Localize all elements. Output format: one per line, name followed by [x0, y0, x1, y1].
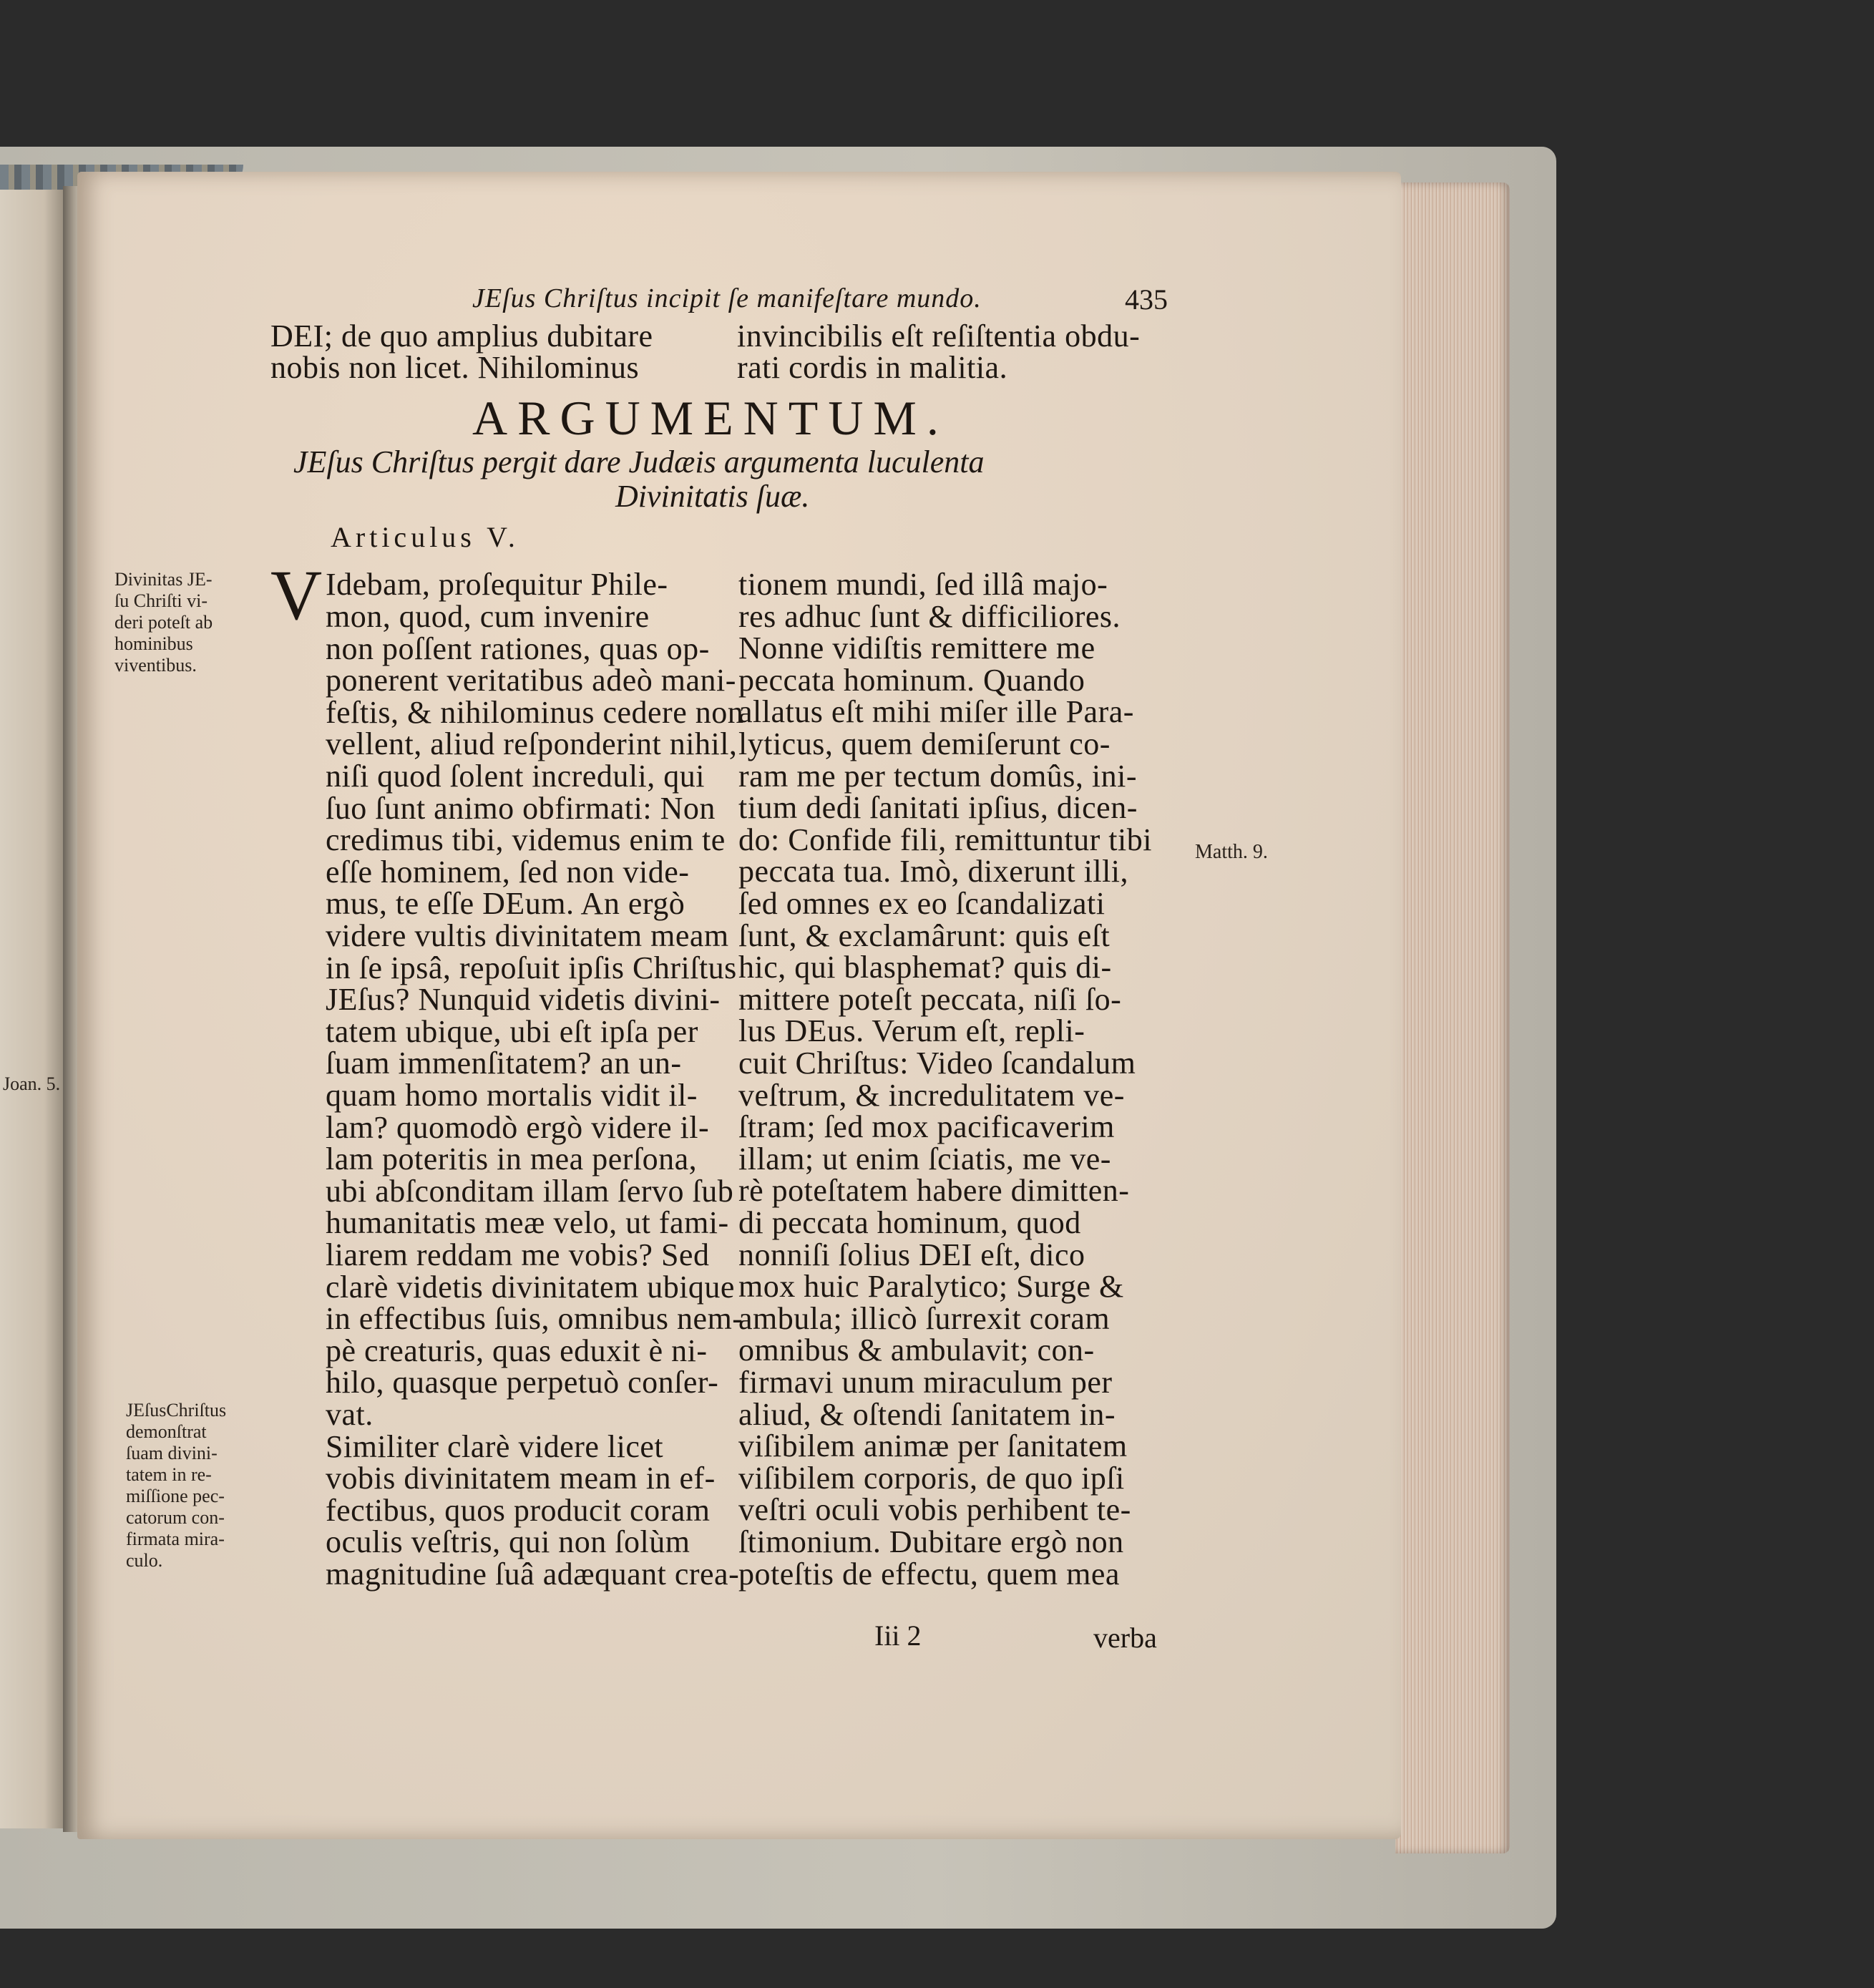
text-line: tium dedi ſanitati ipſius, dicen-: [738, 790, 1138, 826]
text-line: viſibilem corporis, de quo ipſi: [738, 1460, 1125, 1496]
text-line: do: Confide fili, remittuntur tibi: [738, 822, 1152, 857]
text-line: Idebam, proſequitur Phile-: [326, 567, 668, 602]
text-line: ſuo ſunt animo obfirmati: Non: [326, 790, 716, 826]
text-line: oculis veſtris, qui non ſolùm: [326, 1524, 690, 1560]
margin-note-line: JEſusChriſtus: [126, 1400, 227, 1421]
text-line: lyticus, quem demiſerunt co-: [738, 726, 1111, 761]
text-line: rè poteſtatem habere dimitten-: [738, 1173, 1130, 1209]
text-line: ſed omnes ex eo ſcandalizati: [738, 886, 1106, 921]
article-title: Articulus V.: [331, 521, 519, 553]
text-line: clarè videtis divinitatem ubique: [326, 1269, 735, 1305]
text-line: invincibilis eſt reſiſtentia obdu-: [737, 318, 1141, 354]
text-line: JEſus? Nunquid videtis divini-: [326, 982, 721, 1018]
text-line: res adhuc ſunt & difficiliores.: [738, 598, 1121, 634]
text-line: niſi quod ſolent increduli, qui: [326, 759, 705, 794]
margin-note-line: Divinitas JE-: [114, 569, 213, 590]
text-line: tatem ubique, ubi eſt ipſa per: [326, 1013, 698, 1049]
text-line: veſtrum, & incredulitatem ve-: [738, 1077, 1125, 1113]
drop-cap: V: [270, 555, 323, 635]
text-line: nobis non licet. Nihilominus: [270, 350, 640, 385]
text-line: lam? quomodò ergò videre il-: [326, 1109, 710, 1145]
text-line: hilo, quasque perpetuò conſer-: [326, 1365, 719, 1400]
section-heading: ARGUMENTUM.: [472, 391, 949, 445]
margin-note-line: hominibus: [114, 633, 193, 654]
margin-note-line: deri poteſt ab: [114, 612, 213, 633]
text-line: non poſſent rationes, quas op-: [326, 630, 710, 666]
text-line: eſſe hominem, ſed non vide-: [326, 854, 690, 890]
text-line: credimus tibi, videmus enim te: [326, 822, 726, 858]
text-line: fectibus, quos producit coram: [326, 1492, 711, 1528]
facing-page-edge: [0, 190, 63, 1828]
margin-note-line: firmata mira-: [126, 1529, 225, 1549]
text-line: mon, quod, cum invenire: [326, 599, 650, 634]
text-line: nonniſi ſolius DEI eſt, dico: [738, 1237, 1085, 1272]
text-line: aliud, & oſtendi ſanitatem in-: [738, 1396, 1116, 1432]
text-line: peccata hominum. Quando: [738, 662, 1085, 698]
text-line: lus DEus. Verum eſt, repli-: [738, 1013, 1085, 1049]
signature-mark: Iii 2: [874, 1619, 922, 1652]
text-line: humanitatis meæ velo, ut fami-: [326, 1205, 729, 1241]
text-line: tionem mundi, ſed illâ majo-: [738, 567, 1108, 602]
margin-note-line: miſſione pec-: [126, 1486, 225, 1506]
text-line: mus, te eſſe DEum. An ergò: [326, 886, 685, 922]
margin-note-line: culo.: [126, 1550, 163, 1571]
text-line: ponerent veritatibus adeò mani-: [326, 663, 736, 698]
page-block-edge: [1395, 182, 1510, 1853]
argument-line: JEſus Chriſtus pergit dare Judæis argumenta luculenta: [293, 444, 985, 479]
facing-page-margin-note: Joan. 5.: [3, 1073, 61, 1094]
text-line: rati cordis in malitia.: [737, 350, 1008, 385]
text-line: vobis divinitatem meam in ef-: [326, 1461, 716, 1496]
text-line: quam homo mortalis vidit il-: [326, 1078, 698, 1113]
text-line: ambula; illicò ſurrexit coram: [738, 1300, 1111, 1336]
margin-note-line: demonſtrat: [126, 1421, 207, 1442]
text-line: DEI; de quo amplius dubitare: [270, 318, 653, 354]
text-line: ſuam immenſitatem? an un-: [326, 1046, 682, 1081]
text-line: Nonne vidiſtis remittere me: [738, 630, 1095, 666]
text-line: in effectibus ſuis, omnibus nem-: [326, 1301, 743, 1337]
text-line: veſtri oculi vobis perhibent te-: [738, 1492, 1131, 1528]
text-line: illam; ut enim ſciatis, me ve-: [738, 1141, 1111, 1176]
argument-line: Divinitatis ſuæ.: [615, 479, 810, 514]
text-line: Similiter clarè videre licet: [326, 1428, 664, 1464]
text-line: cuit Chriſtus: Video ſcandalum: [738, 1046, 1136, 1081]
text-line: poteſtis de effectu, quem mea: [738, 1556, 1120, 1592]
text-line: liarem reddam me vobis? Sed: [326, 1237, 710, 1272]
margin-note-line: ſuam divini-: [126, 1443, 218, 1463]
margin-note-line: viventibus.: [114, 655, 197, 676]
running-title: JEſus Chriſtus incipit ſe manifeſtare mundo.: [472, 283, 982, 313]
text-line: mittere poteſt peccata, niſi ſo-: [738, 981, 1122, 1017]
text-line: ſtram; ſed mox pacificaverim: [738, 1109, 1115, 1145]
text-line: feſtis, & nihilominus cedere non: [326, 694, 744, 730]
margin-note-line: tatem in re-: [126, 1464, 212, 1485]
text-line: firmavi unum miraculum per: [738, 1365, 1113, 1400]
text-line: lam poteritis in mea perſona,: [326, 1141, 698, 1177]
margin-note-line: catorum con-: [126, 1507, 225, 1528]
margin-note-matthew: Matth. 9.: [1195, 841, 1268, 863]
text-line: ubi abſconditam illam ſervo ſub: [326, 1173, 734, 1209]
text-line: magnitudine ſuâ adæquant crea-: [326, 1556, 740, 1592]
text-line: peccata tua. Imò, dixerunt illi,: [738, 854, 1129, 890]
text-line: mox huic Paralytico; Surge &: [738, 1269, 1124, 1305]
text-line: vellent, aliud reſponderint nihil,: [326, 726, 738, 762]
text-line: hic, qui blasphemat? quis di-: [738, 950, 1112, 985]
text-line: vat.: [326, 1397, 374, 1432]
catchword: verba: [1093, 1622, 1157, 1654]
page-number: 435: [1125, 283, 1168, 316]
text-line: omnibus & ambulavit; con-: [738, 1332, 1095, 1368]
text-line: ram me per tectum domûs, ini-: [738, 758, 1138, 794]
margin-note-line: ſu Chriſti vi-: [114, 590, 208, 611]
text-line: ſunt, & exclamârunt: quis eſt: [738, 917, 1111, 953]
text-line: viſibilem animæ per ſanitatem: [738, 1428, 1128, 1464]
text-line: in ſe ipsâ, repoſuit ipſis Chriſtus: [326, 950, 737, 985]
text-line: di peccata hominum, quod: [738, 1205, 1081, 1240]
text-line: allatus eſt mihi miſer ille Para-: [738, 694, 1134, 730]
text-line: pè creaturis, quas eduxit è ni-: [326, 1332, 708, 1368]
text-line: videre vultis divinitatem meam: [326, 918, 729, 953]
text-line: ſtimonium. Dubitare ergò non: [738, 1524, 1124, 1559]
